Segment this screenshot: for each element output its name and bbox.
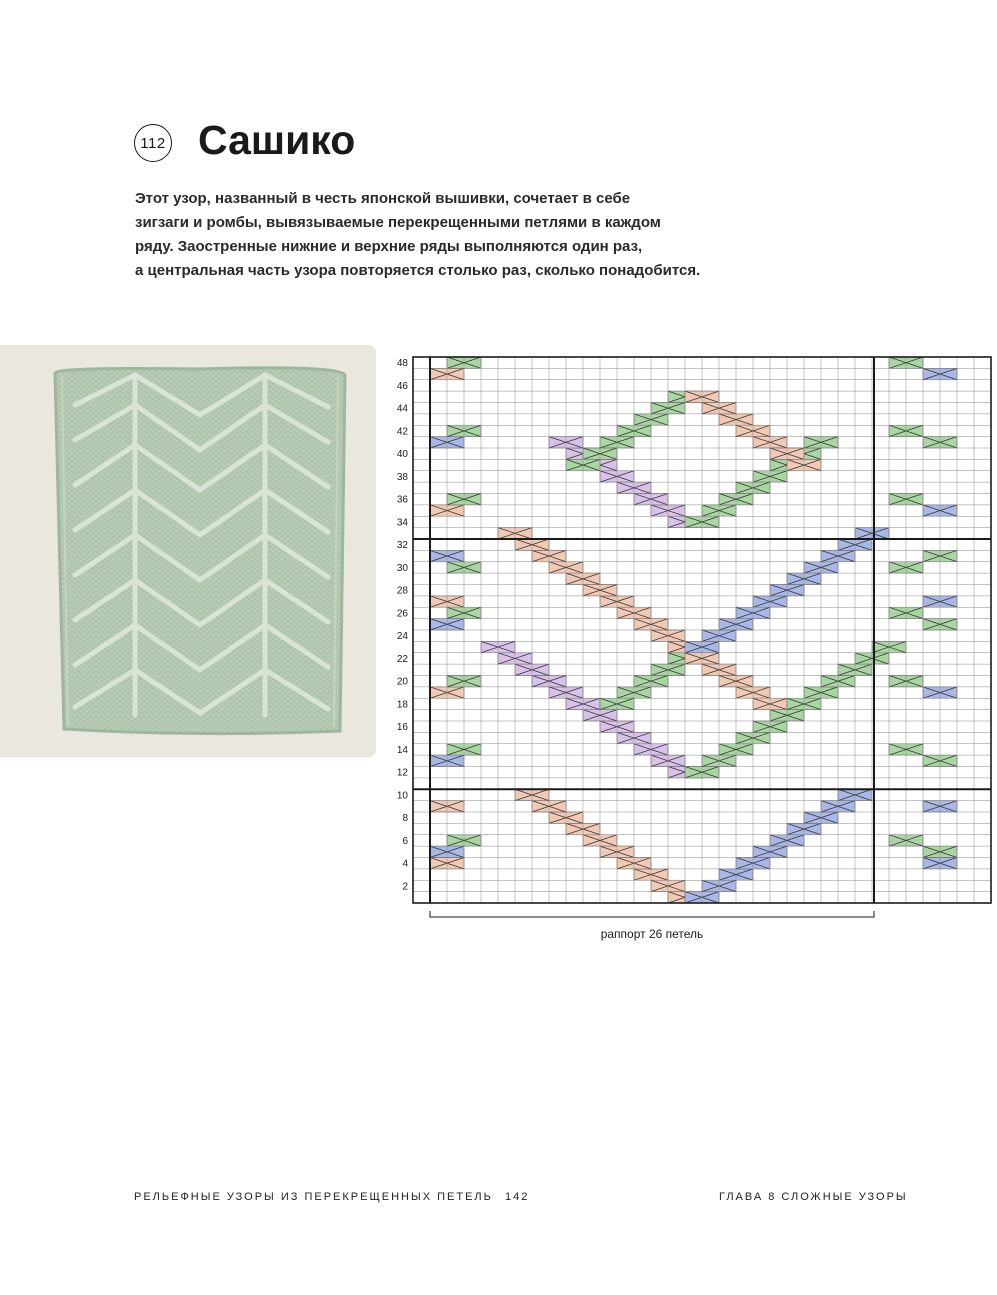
swatch-illustration (0, 345, 376, 757)
row-label-left: 32 (396, 540, 408, 552)
row-label-left: 26 (396, 608, 408, 620)
row-label-left: 24 (396, 631, 408, 643)
row-label-left: 18 (396, 699, 408, 711)
row-label-left: 34 (396, 517, 408, 529)
footer-section-title: РЕЛЬЕФНЫЕ УЗОРЫ ИЗ ПЕРЕКРЕЩЕННЫХ ПЕТЕЛЬ (134, 1191, 493, 1203)
row-label-left: 48 (396, 358, 408, 370)
row-label-left: 28 (396, 585, 408, 597)
row-label-left: 38 (396, 471, 408, 483)
row-label-left: 16 (396, 722, 408, 734)
row-label-left: 10 (396, 790, 408, 802)
row-label-left: 46 (396, 380, 408, 392)
intro-line: ряду. Заостренные нижние и верхние ряды выполняются один раз, (135, 238, 643, 255)
row-label-left: 44 (396, 403, 408, 415)
intro-paragraph (135, 187, 755, 283)
footer-page-number: 142 (505, 1191, 530, 1203)
row-label-left: 2 (402, 881, 408, 893)
pattern-number-badge (134, 124, 172, 162)
row-label-left: 12 (396, 767, 408, 779)
row-label-left: 6 (402, 835, 408, 847)
left-row-labels (397, 358, 409, 892)
row-label-left: 4 (402, 858, 408, 870)
chart-svg (380, 345, 997, 955)
row-label-left: 8 (402, 813, 408, 825)
intro-line: а центральная часть узора повторяется столько раз, сколько понадобится. (135, 262, 701, 279)
page-title: Сашико (198, 117, 356, 163)
row-label-left: 40 (396, 449, 408, 461)
knitting-chart (380, 345, 997, 955)
intro-line: Этот узор, названный в честь японской вышивки, сочетает в себе (135, 190, 631, 207)
knitted-swatch-photo (0, 345, 376, 757)
row-label-left: 30 (396, 562, 408, 574)
stitch-repeat-label: раппорт 26 петель (600, 927, 704, 941)
row-label-left: 36 (396, 494, 408, 506)
pattern-number: 112 (140, 134, 166, 152)
row-label-left: 20 (396, 676, 408, 688)
footer-chapter-title: ГЛАВА 8 СЛОЖНЫЕ УЗОРЫ (719, 1191, 908, 1203)
row-label-left: 14 (396, 744, 408, 756)
intro-line: зигзаги и ромбы, вывязываемые перекрещенными петлями в каждом (135, 214, 661, 231)
stitch-repeat-bracket (430, 911, 874, 941)
row-label-left: 22 (396, 653, 408, 665)
row-label-left: 42 (396, 426, 408, 438)
chart-grid (413, 357, 991, 903)
